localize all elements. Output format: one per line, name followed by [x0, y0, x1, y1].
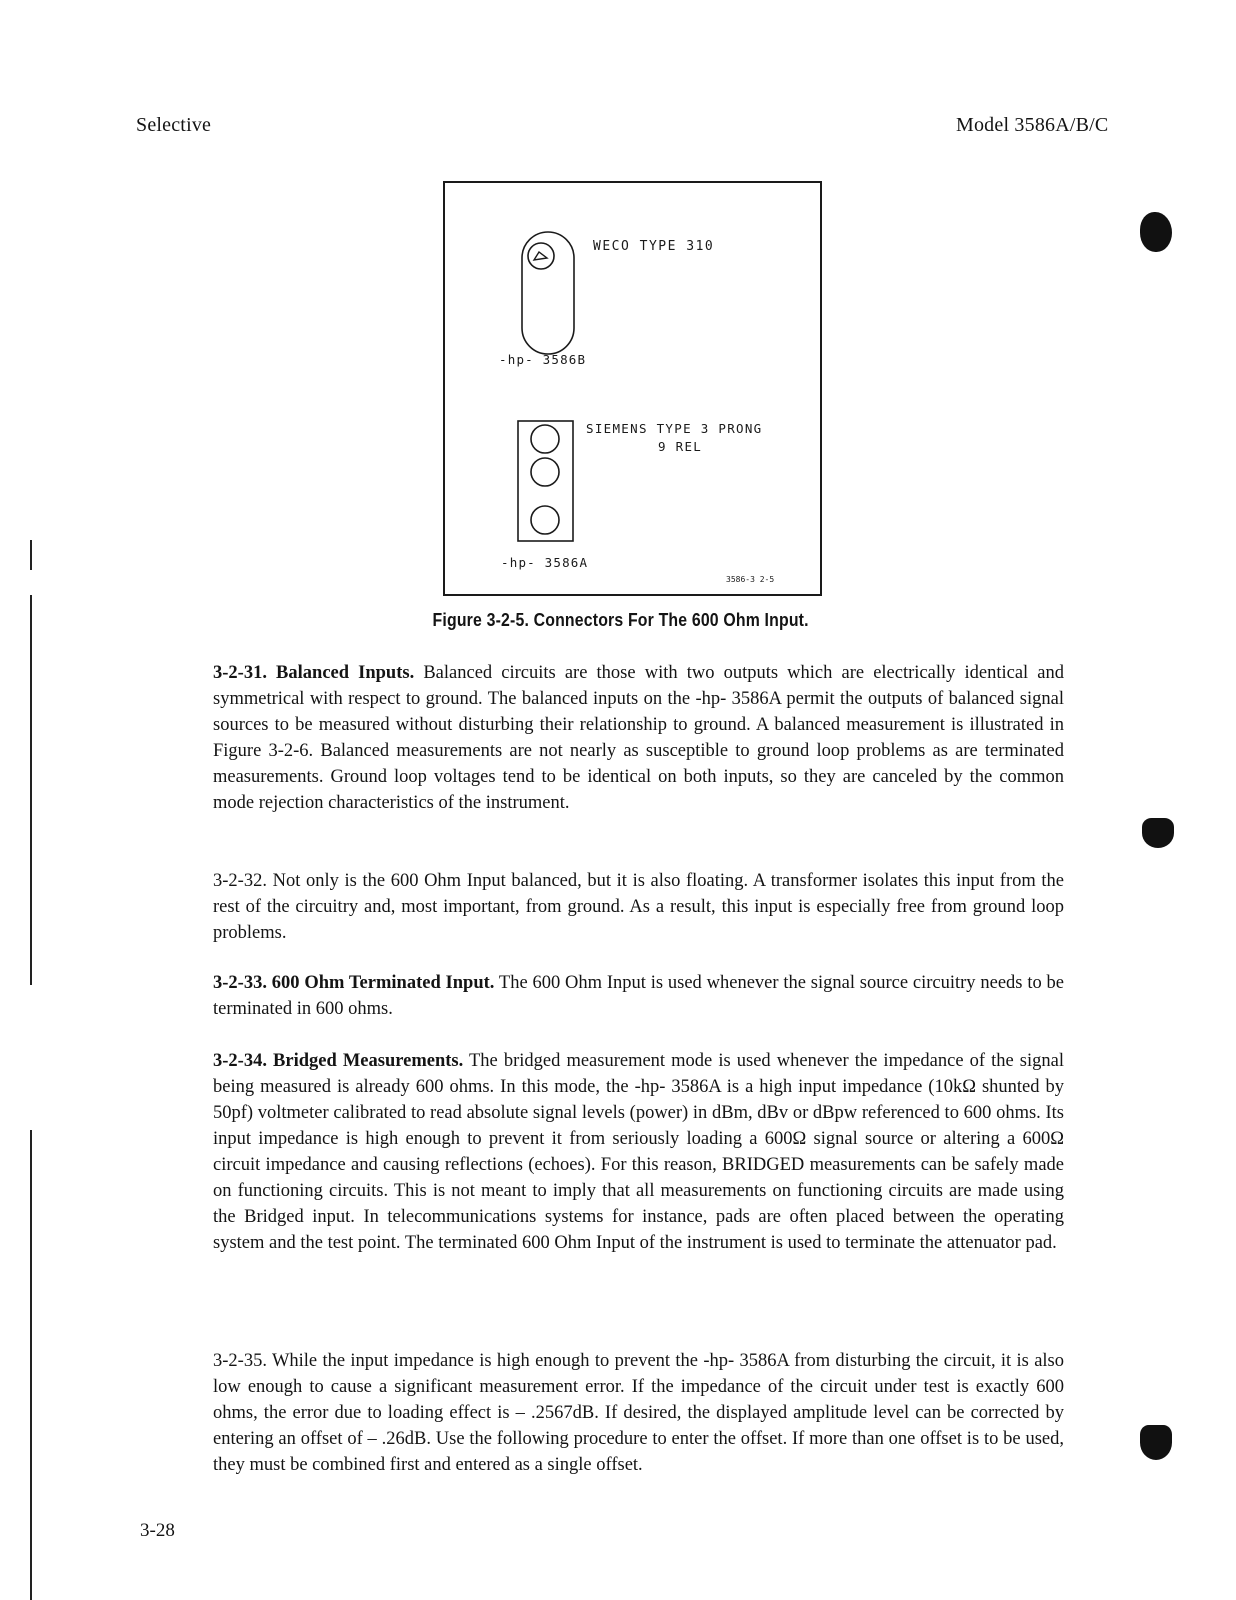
- paragraph-3-2-32: [213, 868, 1064, 946]
- punch-hole-mark: [1140, 1425, 1172, 1460]
- punch-hole-mark: [1142, 818, 1174, 848]
- punch-hole-mark: [1140, 212, 1172, 252]
- paragraph-text: 3-2-32. Not only is the 600 Ohm Input balanced, but it is also floating. A transformer isolates this input from the rest of the circuitry and, most important, from ground. As a result, this input is especially free from ground loop problems.: [213, 871, 1064, 943]
- connector-figure: [443, 181, 822, 596]
- siemens-label-line2: 9 REL: [658, 439, 703, 454]
- paragraph-3-2-33: [213, 970, 1064, 1022]
- siemens-prong-2: [531, 458, 559, 486]
- paragraph-3-2-34: [213, 1048, 1064, 1256]
- hp-3586b-label: -hp- 3586B: [499, 352, 587, 367]
- siemens-label-line1: SIEMENS TYPE 3 PRONG: [586, 421, 763, 436]
- paragraph-text: The bridged measurement mode is used whenever the impedance of the signal being measured is already 600 ohms. In this mode, the -hp- 3586A is a high input impedance (10kΩ shunted by 50pf) voltmeter calibrated to read absolute signal levels (power) in dBm, dBv or dBpw referenced to 600 ohms. Its input impedance is high enough to prevent it from seriously loading a 600Ω signal source or altering a 600Ω circuit impedance and causing reflections (echoes). For this reason, BRIDGED measurements can be safely made on functioning circuits. This is not meant to imply that all measurements on functioning circuits are made using the Bridged input. In telecommunications systems for instance, pads are often placed between the operating system and the test point. The terminated 600 Ohm Input of the instrument is used to terminate the attenuator pad.: [213, 1051, 1065, 1253]
- scan-edge-line: [30, 595, 32, 985]
- paragraph-3-2-31: [213, 660, 1064, 816]
- paragraph-heading: 3-2-34. Bridged Measurements.: [213, 1051, 464, 1071]
- page-number: 3-28: [140, 1520, 175, 1541]
- paragraph-text: The 600 Ohm Input is used whenever the signal source circuitry needs to be terminated in 600 ohms.: [213, 973, 1064, 1019]
- paragraph-text: 3-2-35. While the input impedance is high enough to prevent the -hp- 3586A from disturbing the circuit, it is also low enough to cause a significant measurement error. If the impedance of the circuit under test is exactly 600 ohms, the error due to loading effect is – .2567dB. If desired, the displayed amplitude level can be corrected by entering an offset of – .26dB. Use the following procedure to enter the offset. If more than one offset is to be used, they must be combined first and entered as a single offset.: [213, 1351, 1064, 1475]
- figure-caption: Figure 3-2-5. Connectors For The 600 Ohm Input.: [432, 610, 809, 630]
- weco-label: WECO TYPE 310: [593, 239, 715, 254]
- figure-code: 3586-3 2-5: [726, 575, 775, 584]
- connector-diagram: [445, 183, 824, 598]
- weco-receptacle: [534, 252, 547, 260]
- siemens-prong-3: [531, 506, 559, 534]
- paragraph-text: Balanced circuits are those with two outputs which are electrically identical and symmetrical with respect to ground. The balanced inputs on the -hp- 3586A permit the outputs of balanced signal sources to be measured without disturbing their relationship to ground. A balanced measurement is illustrated in Figure 3-2-6. Balanced measurements are not nearly as susceptible to ground loop problems as are terminated measurements. Ground loop voltages tend to be identical on both inputs, so they are canceled by the common mode rejection characteristics of the instrument.: [213, 663, 1064, 813]
- paragraph-heading: 3-2-31. Balanced Inputs.: [213, 663, 415, 683]
- scan-edge-line: [30, 540, 32, 570]
- paragraph-heading: 3-2-33. 600 Ohm Terminated Input.: [213, 973, 495, 993]
- paragraph-3-2-35: [213, 1348, 1064, 1478]
- siemens-connector-outline: [518, 421, 573, 541]
- hp-3586a-label: -hp- 3586A: [501, 555, 589, 570]
- running-header-left: Selective: [136, 114, 212, 136]
- running-header-right: Model 3586A/B/C: [956, 114, 1109, 136]
- weco-plug-circle: [528, 243, 554, 269]
- scan-edge-line: [30, 1130, 32, 1600]
- siemens-prong-1: [531, 425, 559, 453]
